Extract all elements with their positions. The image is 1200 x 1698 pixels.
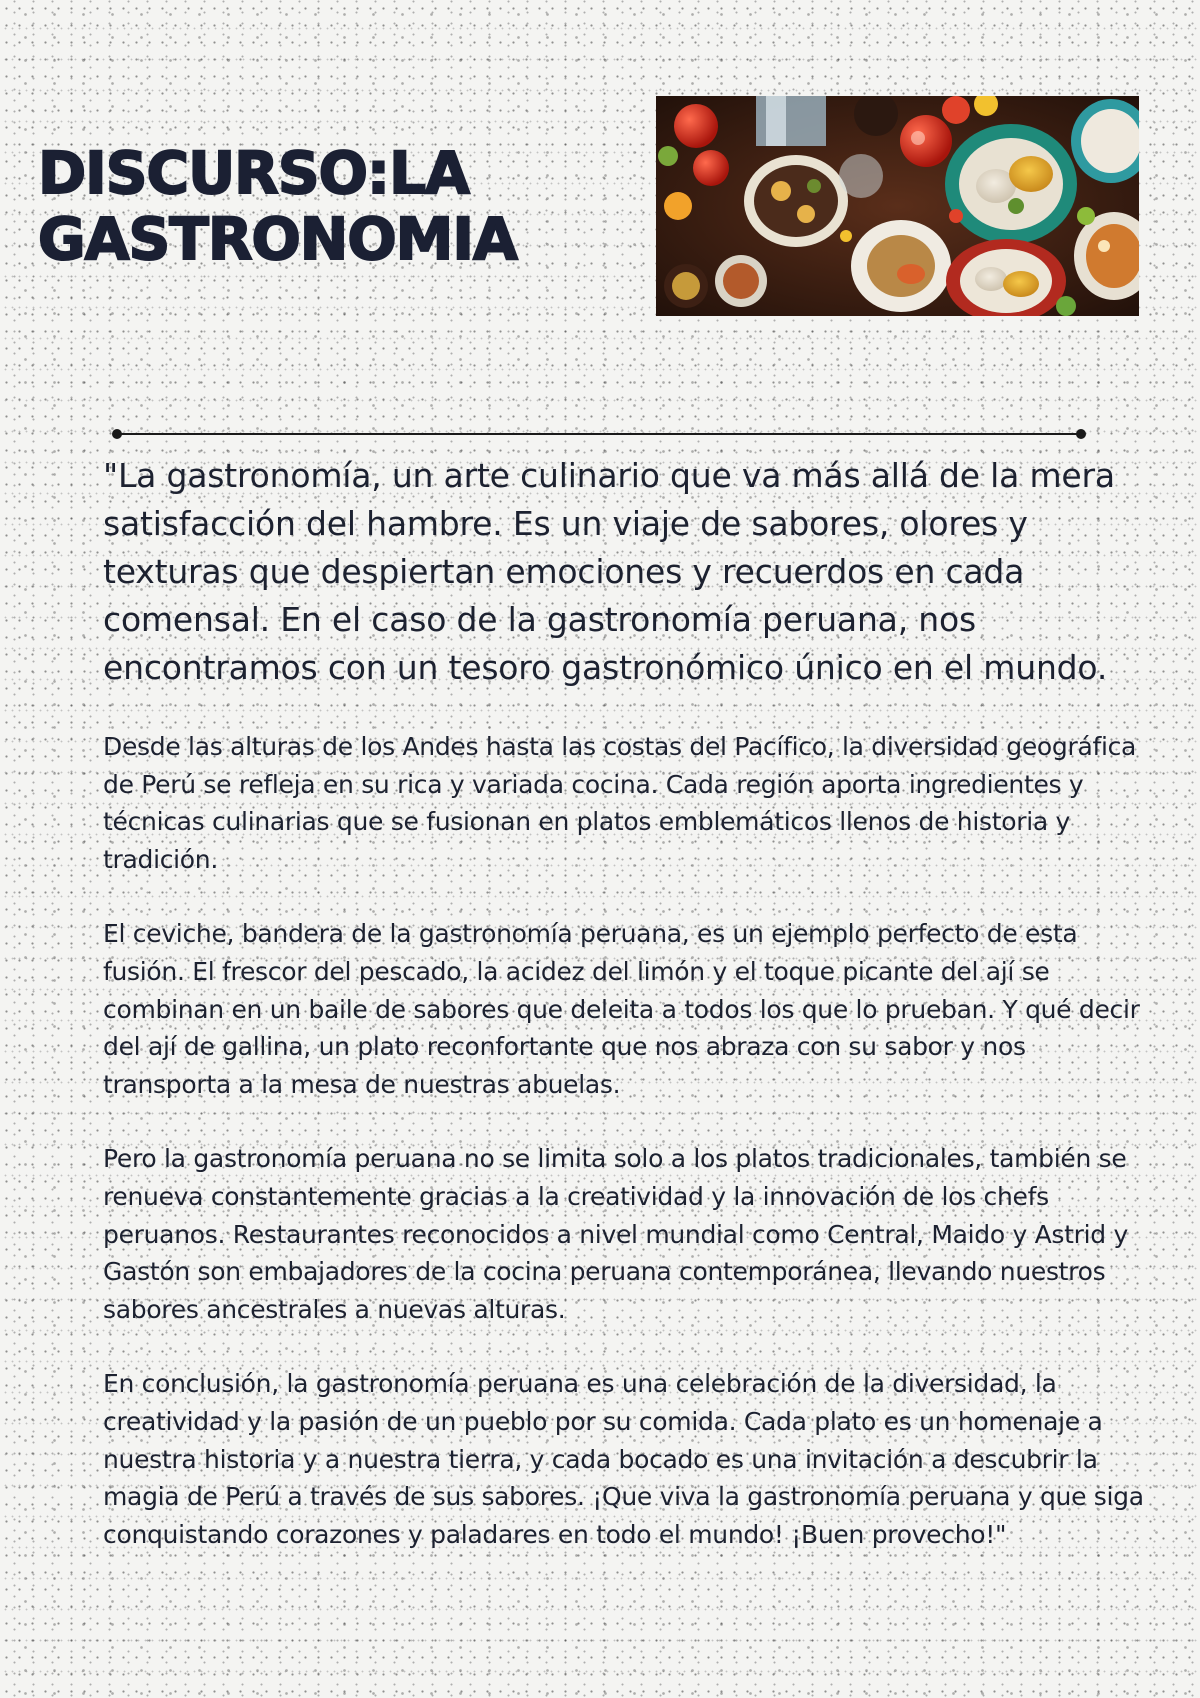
- divider-line: [116, 433, 1082, 435]
- title-line-2: GASTRONOMIA: [38, 205, 517, 273]
- body-paragraph-4: En conclusión, la gastronomía peruana es una celebración de la diversidad, la creatividad y la pasión de un pueblo por su comida. Cada plato es un homenaje a nuestra historia y a nuestra tierra, y cada bocado es una invitación a descubrir la magia de Perú a través de sus sabores. ¡Que viva la gastronomía peruana y que siga conquistando corazones y paladares en todo el mundo! ¡Buen provecho!": [103, 1369, 1144, 1549]
- title-line-1: DISCURSO:LA: [38, 139, 469, 207]
- body-paragraph-3: Pero la gastronomía peruana no se limita solo a los platos tradicionales, también se renueva constantemente gracias a la creatividad y la innovación de los chefs peruanos. Restaurantes reconocidos a nivel mundial como Central, Maido y Astrid y Gastón son embajadores de la cocina peruana contemporánea, llevando nuestros sabores ancestrales a nuevas alturas.: [103, 1144, 1128, 1324]
- divider-dot-left: [112, 429, 122, 439]
- speech-body: [103, 452, 1153, 1590]
- body-paragraph-2: El ceviche, bandera de la gastronomía peruana, es un ejemplo perfecto de esta fusión. El frescor del pescado, la acidez del limón y el toque picante del ají se combinan en un baile de sabores que deleita a todos los que lo prueban. Y qué decir del ají de gallina, un plato reconfortante que nos abraza con su sabor y nos transporta a la mesa de nuestras abuelas.: [103, 919, 1140, 1099]
- food-photo: [656, 96, 1139, 316]
- lead-paragraph: "La gastronomía, un arte culinario que va más allá de la mera satisfacción del hambre. Es un viaje de sabores, olores y texturas que despiertan emociones y recuerdos en cada comensal. En el caso de la gastronomía peruana, nos encontramos con un tesoro gastronómico único en el mundo.: [103, 456, 1115, 687]
- divider-dot-right: [1076, 429, 1086, 439]
- decorative-divider: [112, 429, 1086, 439]
- body-paragraph-1: Desde las alturas de los Andes hasta las costas del Pacífico, la diversidad geográfica de Perú se refleja en su rica y variada cocina. Cada región aporta ingredientes y técnicas culinarias que se fusionan en platos emblemáticos llenos de historia y tradición.: [103, 732, 1137, 874]
- page-title: [38, 140, 638, 272]
